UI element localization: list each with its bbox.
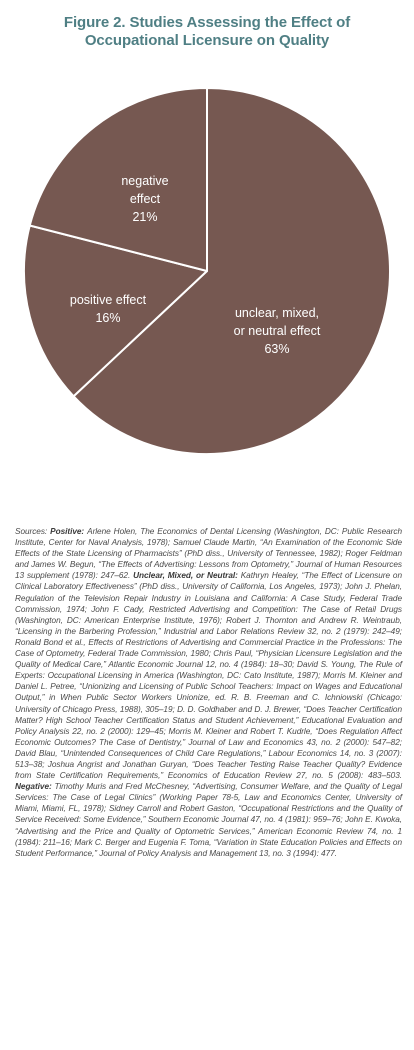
pie-slice-label-line: unclear, mixed, xyxy=(234,306,320,320)
chart-title-line-1: Figure 2. Studies Assessing the Effect of xyxy=(63,14,351,31)
pie-slice-label-line: 16% xyxy=(95,311,121,325)
sources-positive-heading: Positive: xyxy=(50,527,85,536)
pie-slice-label-line: 21% xyxy=(132,210,158,224)
pie-slice-label-line: or neutral effect xyxy=(233,324,321,338)
sources-unclear-text: Kathryn Healey, “The Effect of Licensure on Clinical Laboratory Effectiveness” (PhD diss., University of California, Los Angeles, 1973); John J. Phelan, Regulation of the Television Repair Industry in Louisiana and California: A Case Study, Federal Trade Commission, 1974; John F. Cady, Restricted Advertising and Competition: The Case of Retail Drugs (Washington, DC: American Enterprise Institute, 1976); Robert J. Thornton and Andrew R. Weintraub, “Licensing in the Barbering Profession,” Industrial and Labor Relations Review 32, no. 2 (1979): 242–49; Ronald Bond et al., Effects of Restrictions of Advertising and Commercial Practice in the Professions: The Case of Optometry, Federal Trade Commission, 1980; Chris Paul, “Physician Licensure Legislation and the Quality of Medical Care,” Atlantic Economic Journal 12, no. 4 (1984): 18–30; David S. Young, The Rule of Experts: Occupational Licensing in America (Washington, DC: Cato Institute, 1987); Morris M. Kleiner and Daniel L. Petree, “Unionizing and Licensing of Public School Teachers: Impact on Wages and Educational Output,” in When Public Sector Workers Unionize, ed. R. B. Freeman and C. Ichniowski (Chicago: University of Chicago Press, 1988), 305–19; D. D. Goldhaber and D. J. Brewer, “Does Teacher Certification Matter? High School Teacher Certification Status and Student Achievement,” Educational Evaluation and Policy Analysis 22, no. 2 (2000): 129–45; Morris M. Kleiner and Robert T. Kudrle, “Does Regulation Affect Economic Outcomes? The Case of Dentistry,” Journal of Law and Economics 43, no. 2 (2000): 547–82; David Blau, “Unintended Consequences of Child Care Regulations,” Labour Economics 14, no. 3 (2007): 513–38; Joshua Angrist and Jonathan Guryan, “Does Teacher Testing Raise Teacher Quality? Evidence from State Certification Requirements,” Economics of Education Review 27, no. 5 (2008): 483–503. xyxy=(15,571,402,781)
sources-label: Sources: xyxy=(15,527,51,536)
sources-positive-text: Arlene Holen, The Economics of Dental Licensing (Washington, DC: Public Research Institute, Center for Naval Analysis, 1978); Samuel Claude Martin, “An Examination of the Economic Side Effects of the State Licensing of Pharmacists” (PhD diss., University of Tennessee, 1982); Roger Feldman and James W. Begun, “The Effects of Advertising: Lessons from Optometry,” Journal of Human Resources 13 supplement (1978): 247–62. xyxy=(15,527,402,581)
pie-slice-label-line: positive effect xyxy=(69,293,147,307)
pie-slice-label-line: negative xyxy=(121,174,169,188)
sources-negative-text: Timothy Muris and Fred McChesney, “Advertising, Consumer Welfare, and the Quality of Legal Services: The Case of Legal Clinics” (Working Paper 78-5, Law and Economics Center, University of Miami, Miami, FL, 1978); Sidney Carroll and Robert Gaston, “Occupational Restrictions and the Quality of Service Received: Some Evidence,” Southern Economic Journal 47, no. 4 (1981): 959–76; John E. Kwoka, “Advertising and the Price and Quality of Optometric Services,” American Economic Review 74, no. 1 (1984): 211–16; Mark C. Berger and Eugenia F. Toma, “Variation in State Education Policies and Effects on Student Performance,” Journal of Policy Analysis and Management 13, no. 3 (1994): 477. xyxy=(15,782,402,858)
pie-slice-label-line: 63% xyxy=(264,342,290,356)
sources-negative-heading: Negative: xyxy=(15,782,52,792)
chart-title-line-2: Occupational Licensure on Quality xyxy=(84,32,330,49)
sources-note xyxy=(15,526,402,859)
sources-unclear-heading: Unclear, Mixed, or Neutral: xyxy=(133,571,238,581)
chart-title xyxy=(18,14,396,50)
pie-slice-label-line: effect xyxy=(129,192,161,206)
pie-chart xyxy=(0,62,414,482)
pie-chart-area xyxy=(0,62,414,482)
